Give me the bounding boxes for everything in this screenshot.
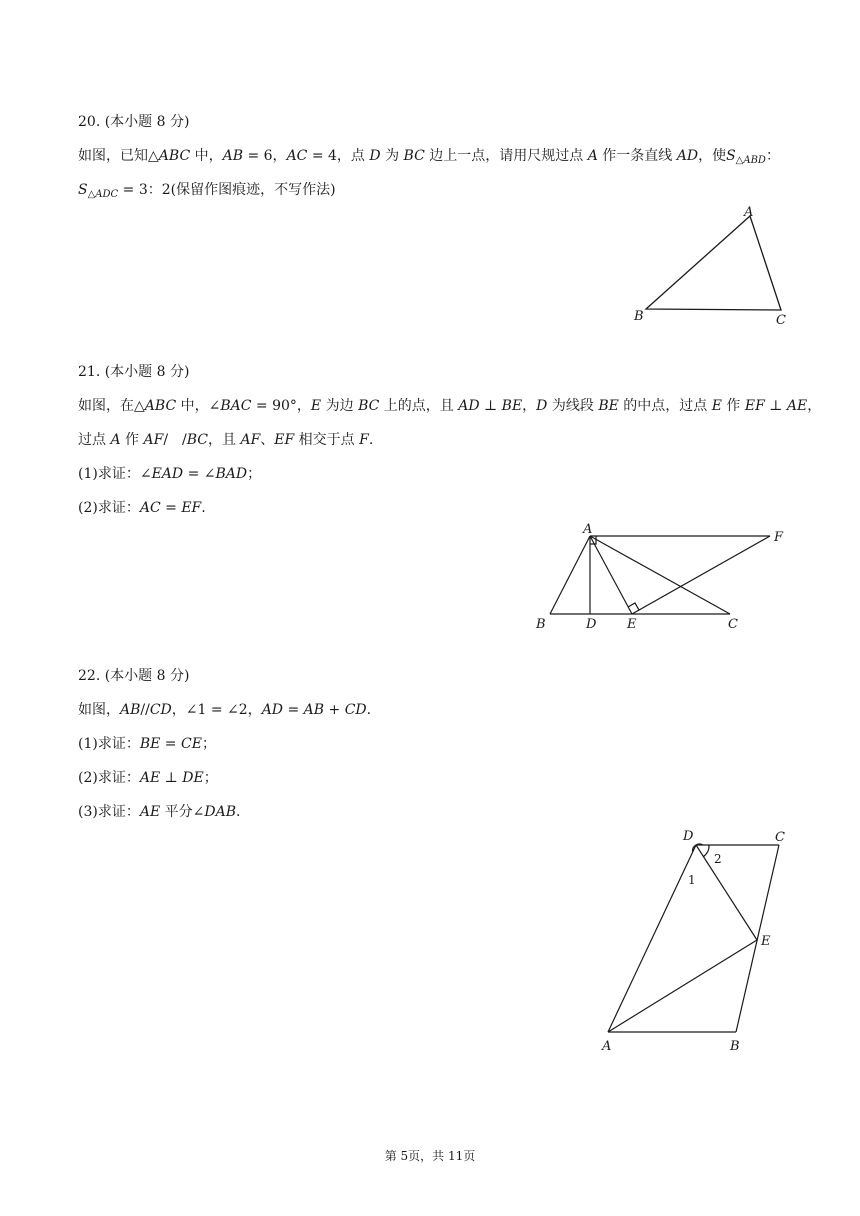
segment-de bbox=[696, 845, 757, 940]
segment-ab bbox=[550, 536, 590, 614]
q21-label-f: F bbox=[774, 530, 784, 545]
q20-label-c: C bbox=[776, 313, 786, 328]
q21-label-d: D bbox=[586, 617, 597, 632]
q22-part1: (1)求证：BE = CE； bbox=[78, 736, 216, 752]
q20-line1: 如图，已知△ABC 中，AB = 6，AC = 4，点 D 为 BC 边上一点，请用尺规过点 A 作一条直线 AD，使$S_{\triangle ABD}$： bbox=[78, 148, 780, 166]
q22-angle-label-1: 1 bbox=[688, 873, 696, 887]
segment-ad bbox=[608, 845, 696, 1032]
q21-label-a: A bbox=[583, 522, 593, 537]
q20-header: 20. (本小题 8 分) bbox=[78, 114, 190, 130]
q21-part1: (1)求证：∠EAD = ∠BAD； bbox=[78, 466, 262, 482]
q21-figure bbox=[530, 518, 800, 636]
page-footer: 第 5页，共 11页 bbox=[384, 1149, 476, 1163]
q21-line2: 过点 A 作 AF/ /BC，且 AF、EF 相交于点 F. bbox=[78, 432, 374, 448]
q22-part3: (3)求证：AE 平分∠DAB. bbox=[78, 804, 241, 820]
q21-label-c: C bbox=[728, 617, 738, 632]
segment-ae bbox=[608, 940, 757, 1032]
segment-ef bbox=[632, 536, 770, 614]
q21-label-b: B bbox=[536, 617, 546, 632]
q22-label-e: E bbox=[761, 934, 771, 949]
q20-label-a: A bbox=[744, 205, 754, 220]
angle-arc-2 bbox=[704, 845, 710, 857]
q21-line1: 如图，在△ABC 中，∠BAC = 90°，E 为边 BC 上的点，且 AD ⊥ BE，D 为线段 BE 的中点，过点 E 作 EF ⊥ AE， bbox=[78, 398, 822, 414]
q21-label-e: E bbox=[627, 617, 637, 632]
q21-header: 21. (本小题 8 分) bbox=[78, 364, 190, 380]
q22-figure bbox=[590, 822, 800, 1062]
q22-label-c: C bbox=[775, 830, 785, 845]
q22-label-a: A bbox=[602, 1039, 612, 1054]
q22-label-d: D bbox=[683, 829, 694, 844]
q20-line2: $S_{\triangle ADC} = 3$：2(保留作图痕迹，不写作法) bbox=[78, 182, 336, 200]
q22-angle-label-2: 2 bbox=[714, 852, 722, 866]
triangle-abc bbox=[646, 216, 781, 310]
segment-cb bbox=[736, 845, 779, 1032]
q21-part2: (2)求证：AC = EF. bbox=[78, 500, 206, 516]
q22-part2: (2)求证：AE ⊥ DE； bbox=[78, 770, 218, 786]
q22-header: 22. (本小题 8 分) bbox=[78, 668, 190, 684]
q20-figure bbox=[630, 200, 800, 330]
q22-label-b: B bbox=[730, 1039, 740, 1054]
q20-label-b: B bbox=[634, 309, 644, 324]
q22-line1: 如图，AB//CD，∠1 = ∠2，AD = AB + CD. bbox=[78, 702, 372, 718]
